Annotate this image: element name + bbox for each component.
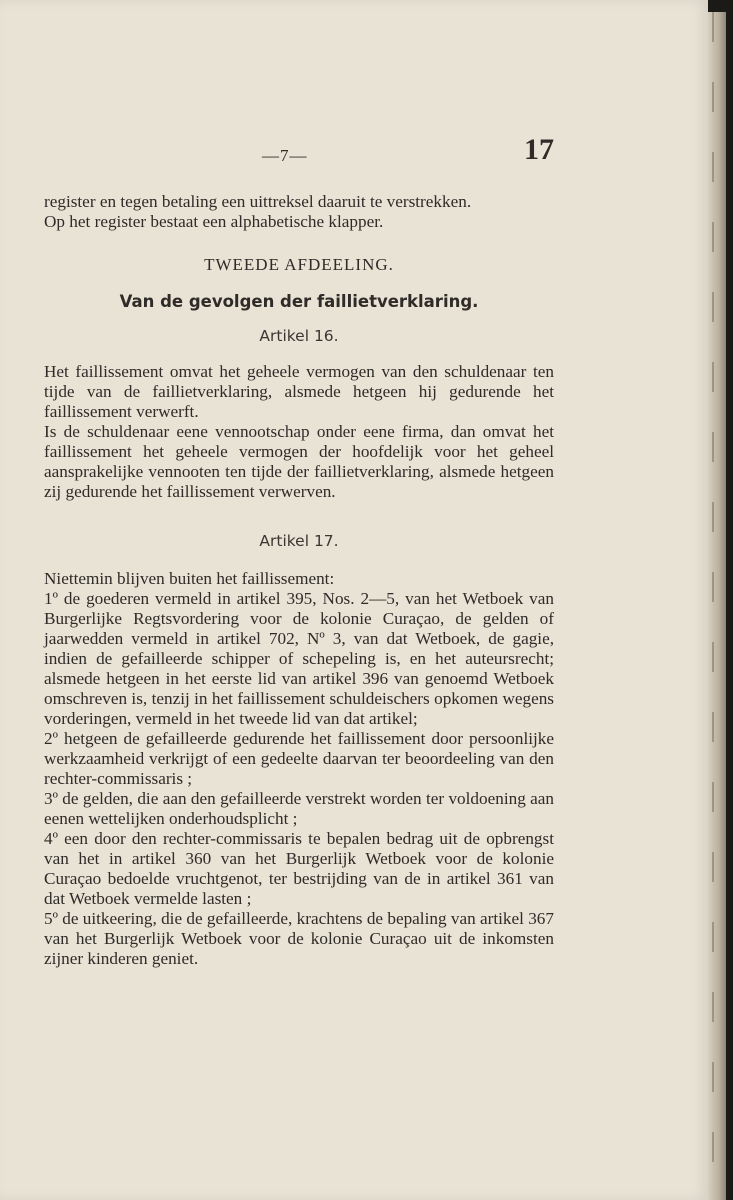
- article-16-paragraph-2: Is de schuldenaar eene vennootschap onder eene firma, dan omvat het faillissement het geheele vermogen der hoofdelijk voor het geheel aansprakelijke vennooten ten tijde der faillietverklaring, alsmede hetgeen zij gedurende het faillissement verwerven.: [44, 422, 554, 501]
- page-edge-stack: [712, 12, 714, 1200]
- page-number: 17: [524, 133, 554, 166]
- article-17-paragraph-1: Niettemin blijven buiten het faillissement:: [44, 569, 335, 588]
- article-16-paragraph-1: Het faillissement omvat het geheele vermogen van den schuldenaar ten tijde van de faillietverklaring, alsmede hetgeen hij gedurende het faillissement verwerft.: [44, 362, 554, 421]
- article-17-item-1: 1º de goederen vermeld in artikel 395, Nos. 2—5, van het Wetboek van Burgerlijke Regtsvordering voor de kolonie Curaçao, de gelden of jaarwedden vermeld in artikel 702, Nº 3, van dat Wetboek, de gagie, indien de gefailleerde schipper of schepeling is, en het auteursrecht; alsmede hetgeen in het eerste lid van artikel 396 van genoemd Wetboek omschreven is, tenzij in het faillissement schuldeischers opkomen wegens vorderingen, vermeld in het tweede lid van dat artikel;: [44, 589, 554, 728]
- intro-paragraph-1: register en tegen betaling een uittreksel daaruit te verstrekken.: [44, 192, 472, 211]
- intro-paragraph-2: Op het register bestaat een alphabetische klapper.: [44, 212, 384, 231]
- section-title: TWEEDE AFDEELING.: [204, 255, 394, 274]
- article-16-heading: Artikel 16.: [259, 327, 339, 345]
- page-edge: [708, 12, 726, 1200]
- article-17-item-2: 2º hetgeen de gefailleerde gedurende het faillissement door persoonlijke werkzaamheid verkrijgt of een gedeelte daarvan ter beoordeeling van den rechter-commissaris ;: [44, 729, 554, 788]
- page-header: [44, 133, 554, 192]
- page-marker: —7—: [262, 146, 308, 165]
- section-subtitle: Van de gevolgen der faillietverklaring.: [119, 292, 479, 311]
- article-17-item-3: 3º de gelden, die aan den gefailleerde verstrekt worden ter voldoening aan eenen wettelijken onderhoudsplicht ;: [44, 789, 554, 828]
- article-17-item-4: 4º een door den rechter-commissaris te bepalen bedrag uit de opbrengst van het in artikel 360 van het Burgerlijk Wetboek voor de kolonie Curaçao bedoelde vruchtgenot, ter bestrijding van de in artikel 361 van dat Wetboek vermelde lasten ;: [44, 829, 554, 908]
- page-text: [44, 133, 554, 969]
- article-17-item-5: 5º de uitkeering, die de gefailleerde, krachtens de bepaling van artikel 367 van het Burgerlijk Wetboek voor de kolonie Curaçao uit de inkomsten zijner kinderen geniet.: [44, 909, 554, 968]
- article-17-heading: Artikel 17.: [259, 532, 339, 550]
